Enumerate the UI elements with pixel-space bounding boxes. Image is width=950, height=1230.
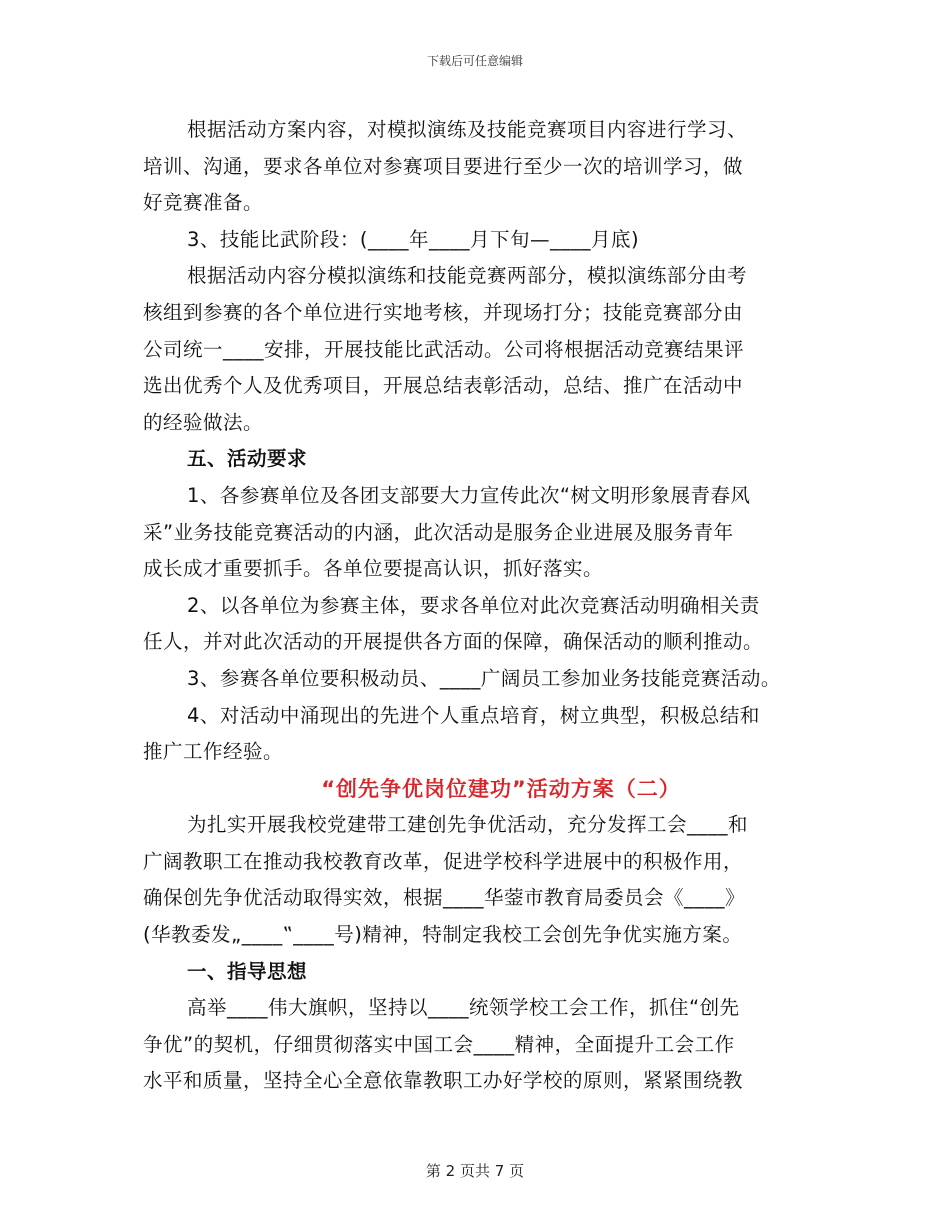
paragraph-line: 推广工作经验。 <box>143 740 284 764</box>
paragraph-line: 为扎实开展我校党建带工建创先争优活动，充分发挥工会____和 <box>187 813 749 837</box>
paragraph-line: 2、以各单位为参赛主体，要求各单位对此次竞赛活动明确相关责 <box>187 593 760 617</box>
paragraph-line: 公司统一____安排，开展技能比武活动。公司将根据活动竞赛结果评 <box>143 337 745 361</box>
section-heading: 一、指导思想 <box>187 959 308 983</box>
paragraph-line: 根据活动方案内容，对模拟演练及技能竞赛项目内容进行学习、 <box>187 118 748 141</box>
paragraph-line: 水平和质量，坚持全心全意依靠教职工办好学校的原则，紧紧围绕教 <box>143 1069 744 1093</box>
header-note: 下载后可任意编辑 <box>426 54 523 68</box>
document-body <box>143 112 815 1100</box>
paragraph-line: 广阔教职工在推动我校教育改革，促进学校科学进展中的积极作用， <box>143 849 744 873</box>
paragraph-line: 争优”的契机，仔细贯彻落实中国工会____精神，全面提升工会工作 <box>143 1032 735 1056</box>
paragraph-line: 高举____伟大旗帜，坚持以____统领学校工会工作，抓住“创先 <box>187 996 740 1020</box>
paragraph-line: 培训、沟通，要求各单位对参赛项目要进行至少一次的培训学习，做 <box>143 154 744 178</box>
paragraph-line: 好竞赛准备。 <box>143 191 264 215</box>
paragraph-line: 确保创先争优活动取得实效，根据____华蓥市教育局委员会《____》 <box>143 886 746 910</box>
paragraph-line: 根据活动内容分模拟演练和技能竞赛两部分，模拟演练部分由考 <box>187 264 748 288</box>
paragraph-line: 3、参赛各单位要积极动员、____广阔员工参加业务技能竞赛活动。 <box>187 666 781 690</box>
paragraph-line: 任人，并对此次活动的开展提供各方面的保障，确保活动的顺利推动。 <box>143 630 764 654</box>
page-number: 第 2 页共 7 页 <box>425 1162 525 1180</box>
section-heading: 五、活动要求 <box>187 447 308 471</box>
paragraph-line: 的经验做法。 <box>143 410 264 434</box>
paragraph-line: 3、技能比武阶段：(____年____月下旬—____月底) <box>187 227 640 251</box>
paragraph-line: 选出优秀个人及优秀项目，开展总结表彰活动，总结、推广在活动中 <box>143 374 744 398</box>
paragraph-line: 成长成才重要抓手。各单位要提高认识，抓好落实。 <box>143 557 604 581</box>
paragraph-line: 1、各参赛单位及各团支部要大力宣传此次“树文明形象展青春风 <box>187 483 751 507</box>
document-title: “创先争优岗位建功”活动方案（二） <box>321 776 681 801</box>
paragraph-line: 核组到参赛的各个单位进行实地考核，并现场打分；技能竞赛部分由 <box>143 300 744 324</box>
paragraph-line: (华教委发„____‟____号)精神，特制定我校工会创先争优实施方案。 <box>143 923 743 947</box>
paragraph-line: 采”业务技能竞赛活动的内涵，此次活动是服务企业进展及服务青年 <box>143 520 734 544</box>
paragraph-line: 4、对活动中涌现出的先进个人重点培育，树立典型，积极总结和 <box>187 703 760 727</box>
